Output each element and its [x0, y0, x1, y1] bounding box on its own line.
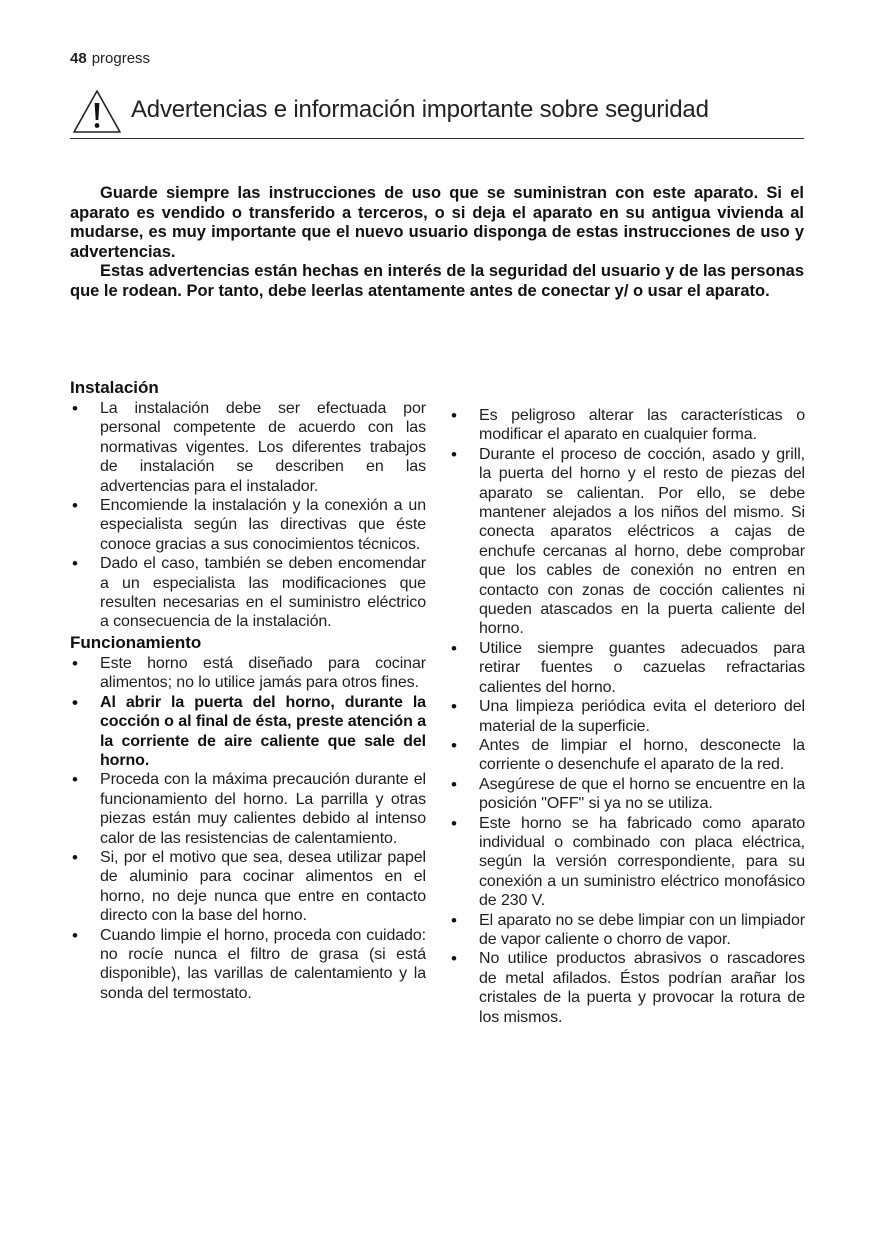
list-item: • Es peligroso alterar las características o modificar el aparato en cualquier forma. — [449, 406, 805, 445]
list-item: • Cuando limpie el horno, proceda con cuidado: no rocíe nunca el filtro de grasa (si está disponible), las varillas de calentamiento y la sonda del termostato. — [70, 926, 426, 1004]
list-item: • Utilice siempre guantes adecuados para retirar fuentes o cazuelas refractarias calientes del horno. — [449, 639, 805, 697]
intro-paragraph-2: Estas advertencias están hechas en interés de la seguridad del usuario y de las personas que le rodean. Por tanto, debe leerlas atentamente antes de conectar y/ o usar el aparato. — [70, 262, 804, 300]
operation-list — [70, 654, 426, 1003]
section-title-bar — [70, 84, 804, 139]
installation-list — [70, 399, 426, 632]
list-item: • Una limpieza periódica evita el deterioro del material de la superficie. — [449, 697, 805, 736]
page-number: 48 — [70, 50, 87, 67]
right-column — [449, 406, 805, 1027]
list-item: • El aparato no se debe limpiar con un limpiador de vapor caliente o chorro de vapor. — [449, 911, 805, 950]
page-title: Advertencias e información importante sobre seguridad — [131, 96, 709, 123]
operation-heading: Funcionamiento — [70, 632, 202, 652]
list-item: • Dado el caso, también se deben encomendar a un especialista las modificaciones que resulten necesarias en el suministro eléctrico a consecuencia de la instalación. — [70, 554, 426, 632]
brand-name: progress — [91, 50, 151, 67]
list-item: • Antes de limpiar el horno, desconecte la corriente o desenchufe el aparato de la red. — [449, 736, 805, 775]
list-item: • La instalación debe ser efectuada por personal competente de acuerdo con las normativas vigentes. Los diferentes trabajos de instalación se describen en las advertencias para el instalador. — [70, 399, 426, 496]
list-item: • Durante el proceso de cocción, asado y grill, la puerta del horno y el resto de piezas del aparato se calientan. Por ello, se debe mantener alejados a los niños del mismo. Si conecta aparatos eléctricos a cajas de enchufe cercanas al horno, debe comprobar que los cables de conexión no entren en contacto con zonas de cocción calientes ni queden atascados en la puerta caliente del horno. — [449, 445, 805, 639]
list-item: • Proceda con la máxima precaución durante el funcionamiento del horno. La parrilla y otras piezas están muy calientes debido al intenso calor de las resistencias de calentamiento. — [70, 770, 426, 848]
list-item: • Al abrir la puerta del horno, durante la cocción o al final de ésta, preste atención a la corriente de aire caliente que sale del horno. — [70, 693, 426, 771]
intro-paragraph-1: Guarde siempre las instrucciones de uso que se suministran con este aparato. Si el aparato es vendido o transferido a terceros, o si deja el aparato en su antigua vivienda al mudarse, es muy importante que el nuevo usuario disponga de estas instrucciones de uso y advertencias. — [70, 184, 804, 261]
list-item: • Encomiende la instalación y la conexión a un especialista según las directivas que éste conoce gracias a sus conocimientos técnicos. — [70, 496, 426, 554]
list-item: • Este horno está diseñado para cocinar alimentos; no lo utilice jamás para otros fines. — [70, 654, 426, 693]
list-item: • Asegúrese de que el horno se encuentre en la posición "OFF" si ya no se utiliza. — [449, 775, 805, 814]
list-item: • Si, por el motivo que sea, desea utilizar papel de aluminio para cocinar alimentos en el horno, no deje nunca que entre en contacto directo con la base del horno. — [70, 848, 426, 926]
warning-triangle-icon — [72, 89, 122, 134]
list-item: • Este horno se ha fabricado como aparato individual o combinado con placa eléctrica, según la versión correspondiente, para su conexión a un suministro eléctrico monofásico de 230 V. — [449, 814, 805, 911]
left-column — [70, 377, 426, 1003]
installation-heading: Instalación — [70, 378, 159, 397]
page-header — [70, 50, 150, 67]
list-item: • No utilice productos abrasivos o rascadores de metal afilados. Éstos podrían arañar los cristales de la puerta y provocar la rotura de los mismos. — [449, 949, 805, 1027]
intro-text — [70, 184, 804, 302]
safety-list — [449, 406, 805, 1027]
